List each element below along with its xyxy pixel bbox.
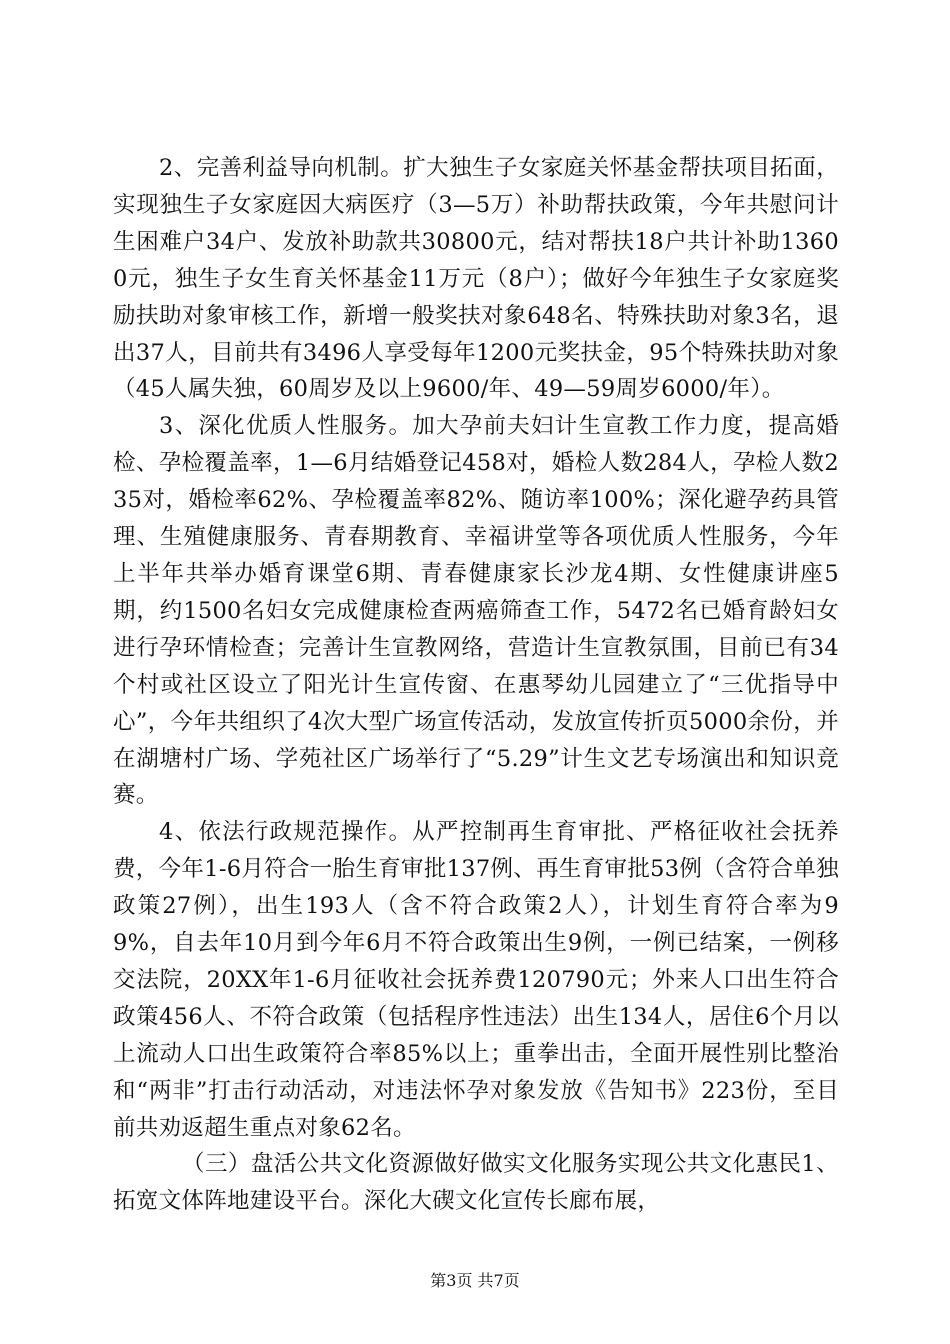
paragraph-quality-service: 3、深化优质人性服务。加大孕前夫妇计生宣教工作力度，提高婚检、孕检覆盖率，1—6月结婚登记458对，婚检人数284人，孕检人数235对，婚检率62%、孕检覆盖率82%、随访率100%；深化避孕药具管理、生殖健康服务、青春期教育、幸福讲堂等各项优质人性服务，今年上半年共举办婚育课堂6期、青春健康家长沙龙4期、女性健康讲座5期，约1500名妇女完成健康检查两癌筛查工作，5472名已婚育龄妇女进行孕环情检查；完善计生宣教网络，营造计生宣教氛围，目前已有34个村或社区设立了阳光计生宣传窗、在惠琴幼儿园建立了“三优指导中心”，今年共组织了4次大型广场宣传活动，发放宣传折页5000余份，并在湖塘村广场、学苑社区广场举行了“5.29”计生文艺专场演出和知识竞赛。 xyxy=(113,413,839,809)
paragraph-interest-guidance: 2、完善利益导向机制。扩大独生子女家庭关怀基金帮扶项目拓面，实现独生子女家庭因大病医疗（3—5万）补助帮扶政策，今年共慰问计生困难户34户、发放补助款共30800元，结对帮扶18户共计补助13600元，独生子女生育关怀基金11万元（8户）；做好今年独生子女家庭奖励扶助对象审核工作，新增一般奖扶对象648名、特殊扶助对象3名，退出37人，目前共有3496人享受每年1200元奖扶金，95个特殊扶助对象（45人属失独，60周岁及以上9600/年、49—59周岁6000/年）。 xyxy=(113,155,839,403)
page-number-footer: 第3页 共7页 xyxy=(430,1271,520,1290)
paragraph-lawful-administration: 4、依法行政规范操作。从严控制再生育审批、严格征收社会抚养费，今年1-6月符合一胎生育审批137例、再生育审批53例（含符合单独政策27例），出生193人（含不符合政策2人），计划生育符合率为99%，自去年10月到今年6月不符合政策出生9例，一例已结案，一例移交法院，20XX年1-6月征收社会抚养费120790元；外来人口出生符合政策456人、不符合政策（包括程序性违法）出生134人，居住6个月以上流动人口出生政策符合率85%以上；重拳出击，全面开展性别比整治和“两非”打击行动活动，对违法怀孕对象发放《告知书》223份，至目前共劝返超生重点对象62名。 xyxy=(113,819,839,1141)
paragraph-public-culture: （三）盘活公共文化资源做好做实文化服务实现公共文化惠民1、拓宽文体阵地建设平台。深化大碶文化宣传长廊布展， xyxy=(113,1151,839,1215)
document-body xyxy=(113,150,839,1220)
